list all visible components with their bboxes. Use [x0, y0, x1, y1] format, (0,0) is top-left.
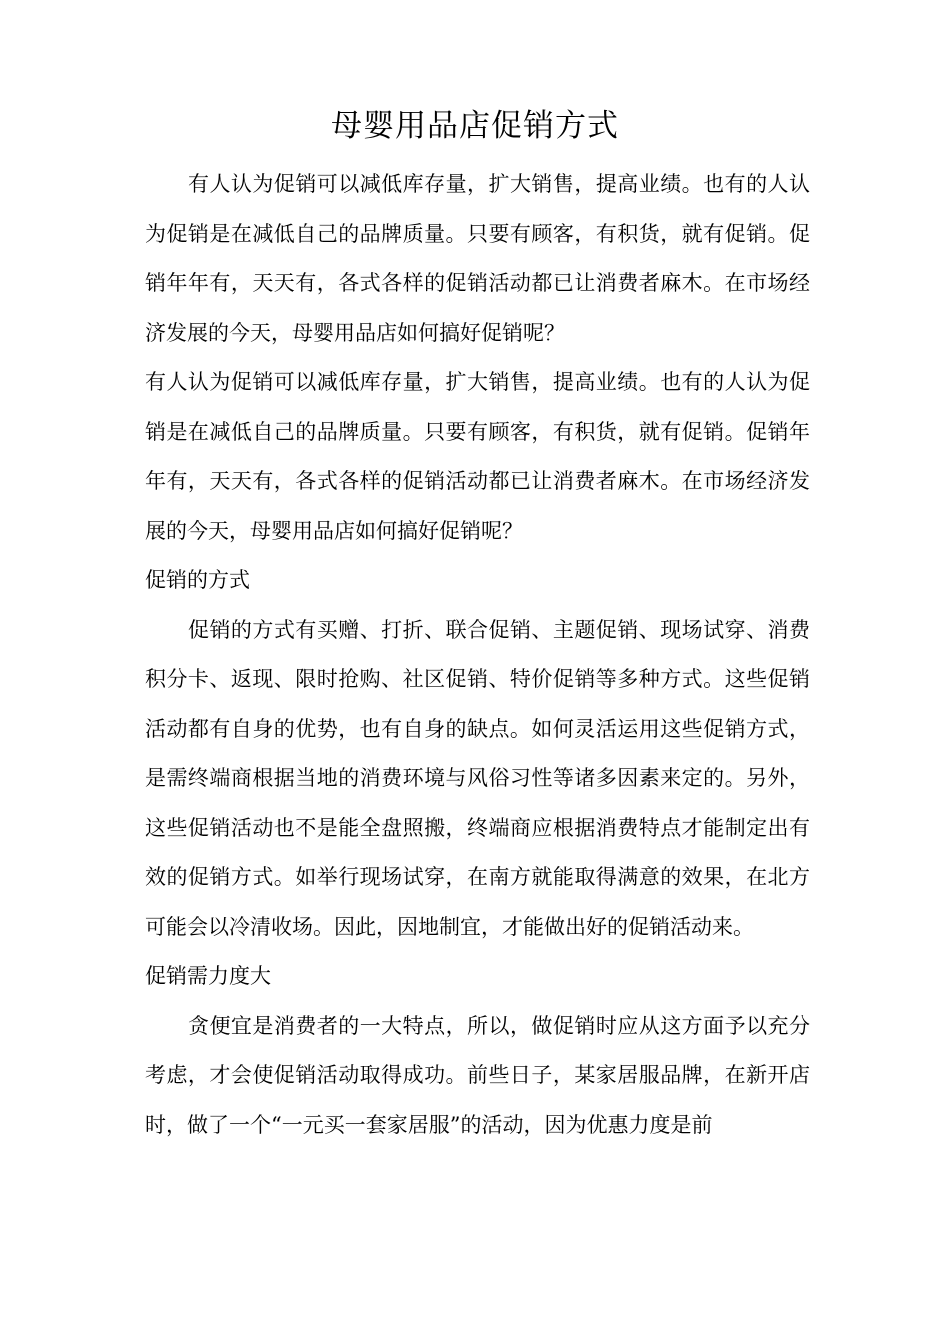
section-heading-promotion-methods: 促销的方式: [145, 568, 250, 592]
section-heading-promotion-strength: 促销需力度大: [145, 964, 271, 988]
intro-paragraph-repeat: 有人认为促销可以减低库存量，扩大销售，提高业绩。也有的人认为促销是在减低自己的品牌质量。只要有顾客，有积货，就有促销。促销年年有，天天有，各式各样的促销活动都已让消费者麻木。在市场经济发展的今天，母婴用品店如何搞好促销呢？: [145, 370, 810, 543]
document-title: 母婴用品店促销方式: [331, 108, 619, 144]
document-body: [145, 160, 810, 1150]
promotion-methods-paragraph: 促销的方式有买赠、打折、联合促销、主题促销、现场试穿、消费积分卡、返现、限时抢购、社区促销、特价促销等多种方式。这些促销活动都有自身的优势，也有自身的缺点。如何灵活运用这些促销方式，是需终端商根据当地的消费环境与风俗习性等诸多因素来定的。另外，这些促销活动也不是能全盘照搬，终端商应根据消费特点才能制定出有效的促销方式。如举行现场试穿，在南方就能取得满意的效果，在北方可能会以冷清收场。因此，因地制宜，才能做出好的促销活动来。: [145, 617, 810, 939]
intro-paragraph: 有人认为促销可以减低库存量，扩大销售，提高业绩。也有的人认为促销是在减低自己的品牌质量。只要有顾客，有积货，就有促销。促销年年有，天天有，各式各样的促销活动都已让消费者麻木。在市场经济发展的今天，母婴用品店如何搞好促销呢？: [145, 172, 810, 345]
promotion-strength-paragraph: 贪便宜是消费者的一大特点，所以，做促销时应从这方面予以充分考虑，才会使促销活动取得成功。前些日子，某家居服品牌，在新开店时，做了一个“一元买一套家居服”的活动，因为优惠力度是前: [145, 1013, 810, 1137]
